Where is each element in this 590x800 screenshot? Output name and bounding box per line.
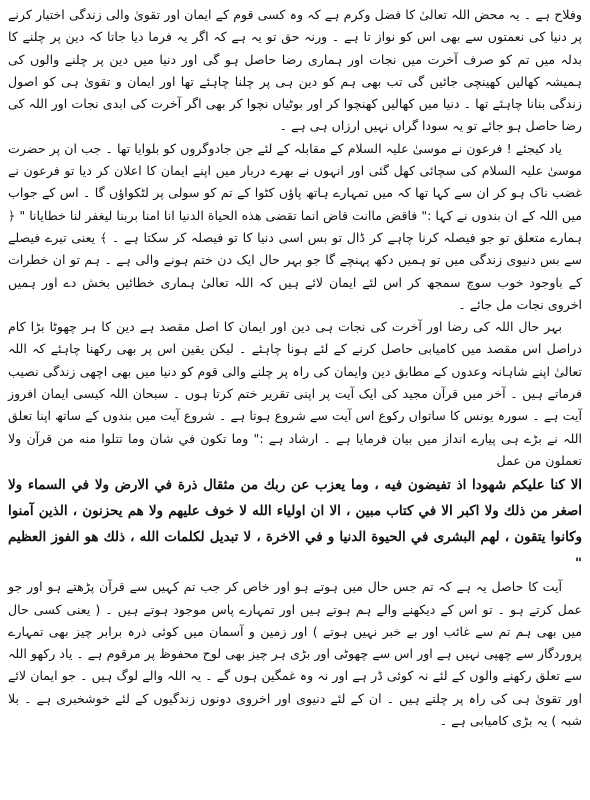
paragraph-blessings: وفلاح ہے ۔ یہ محض اللہ تعالیٰ کا فضل وکرم ہے کہ وہ کسی قوم کے ایمان اور تقویٰ والی زندگی اختیار کرنے پر دنیا کی نعمتوں سے بھی اس کو نواز تا ہے ۔ ورنہ حق تو یہ ہے کہ اگر یہ فرما دیا جاتا کہ دین پر چلنے کا بدلہ میں تم کو صرف آخرت میں نجات اور ہماری رضا حاصل ہو گی اور دنیا میں دین پر چلنے والوں کی ہمیشہ کھالیں کھینچی جائیں گی تب بھی ہم کو دین ہی پر چلنا چاہئے تھا اور ایمان و تقویٰ ہی کو اصول زندگی بنانا چاہئے تھا ۔ دنیا میں کھالیں کھنچوا کر اور بوٹیاں نچوا کر بھی اگر آخرت کی ابدی نجات اور اللہ کی رضا حاصل ہو جائے تو یہ سودا گراں نہیں ارزاں ہی ہے ۔ [8, 7, 582, 134]
paragraph-ultimate-goal: بہر حال اللہ کی رضا اور آخرت کی نجات ہی دین اور ایمان کا اصل مقصد ہے دین کا ہر چھوٹا بڑا کام دراصل اس مقصد میں کامیابی حاصل کرنے کے لئے ہونا چاہئے ۔ لیکن یقین اس پر بھی رکھنا چاہئے کہ اللہ تعالیٰ اپنے شاہانہ وعدوں کے مطابق دین وایمان کی راہ پر چلنے والی قوم کو دنیا میں بھی اچھی زندگی نصیب فرماتے ہیں ۔ آخر میں قرآن مجید کی ایک آیت پر اپنی تقریر ختم کرتا ہوں ۔ سبحان اللہ کیسی ایمان افروز آیت ہے ۔ سورہ یونس کا ساتواں رکوع اس آیت سے شروع ہوتا ہے ۔ شروع آیت میں بندوں کے ساتھ اپنا تعلق اللہ نے بڑے ہی پیارے انداز میں بیان فرمایا ہے ۔ ارشاد ہے :" وما تكون في شان وما تتلوا منه من قرآن ولا تعملون من عمل [8, 319, 582, 468]
paragraph-verse-explanation: آیت کا حاصل یہ ہے کہ تم جس حال میں ہوتے ہو اور خاص کر جب تم کہیں سے قرآن پڑھتے ہو اور جو عمل کرتے ہو ۔ تو اس کے دیکھنے والے ہم ہوتے ہیں اور تمہارے پاس موجود ہوتے ہیں ۔ ( یعنی کسی حال میں بھی ہم تم سے غائب اور بے خبر نہیں ہوتے ) اور زمین و آسمان میں کوئی ذرہ برابر چیز بھی تمہارے پروردگار سے چھپی نہیں ہے اور اس سے چھوٹی اور بڑی ہر چیز بھی لوح محفوظ پر مرقوم ہے ۔ یاد رکھو اللہ سے تعلق رکھنے والوں کے لئے نہ کوئی ڈر ہے اور نہ وہ غمگین ہوں گے ۔ یہ اللہ والے لوگ ہیں ۔ جو ایمان لائے اور تقویٰ ہی کی راہ پر چلتے ہیں ۔ ان کے لئے دنیوی اور اخروی دونوں زندگیوں کے لئے خوشخبری ہے ۔ بلا شبہ ) یہ بڑی کامیابی ہے ۔ [8, 579, 582, 729]
paragraph-pharaoh-sorcerers: یاد کیجئے ! فرعون نے موسیٰ علیہ السلام کے مقابلہ کے لئے جن جادوگروں کو بلوایا تھا ۔ جب ان پر حضرت موسیٰ علیہ السلام کی سچائی کھل گئی اور انہوں نے بھرے دربار میں اپنے ایمان کا اعلان کر دیا تو فرعون نے غضب ناک ہو کر ان سے کہا تھا کہ میں تمہارے ہاتھ پاؤں کٹوا کے تم کو سولی پر لٹکواؤں گا ۔ اس کے جواب میں اللہ کے ان بندوں نے کہا :" فاقض ماانت قاض انما تقضى هذه الحياة الدنيا انا امنا بربنا ليغفر لنا خطايانا " ﴿ ہمارے متعلق تو جو فیصلہ کرنا چاہے کر ڈال تو بس اسی دنیا کا تو فیصلہ کر سکتا ہے ۔ ﴾ یعنی تیرے فیصلے سے بس دنیوی زندگی میں تو ہمیں دکھ پہنچے گا جو بہر حال ایک دن ختم ہونے والی ہے ۔ ہم تو ان خطرات کے باوجود خوب سوچ سمجھ کر اس لئے ایمان لائے ہیں کہ اللہ تعالیٰ ہماری خطائیں بخش دے اور ہمیں اخروی نجات مل جائے ۔ [8, 140, 582, 312]
quran-verse-arabic: الا كنا عليكم شهودا اذ تفيضون فيه ، وما يعزب عن ربك من مثقال ذرة في الارض ولا في السماء ولا اصغر من ذلك ولا اكبر الا في كتاب مبين ، الا ان اولياء الله لا خوف عليهم ولا هم يحزنون ، الذين آمنوا وكانوا يتقون ، لهم البشرى في الحيوة الدنيا و في الاخرة ، لا تبديل لكلمات الله ، ذلك هو الفوز العظيم " [8, 477, 582, 572]
